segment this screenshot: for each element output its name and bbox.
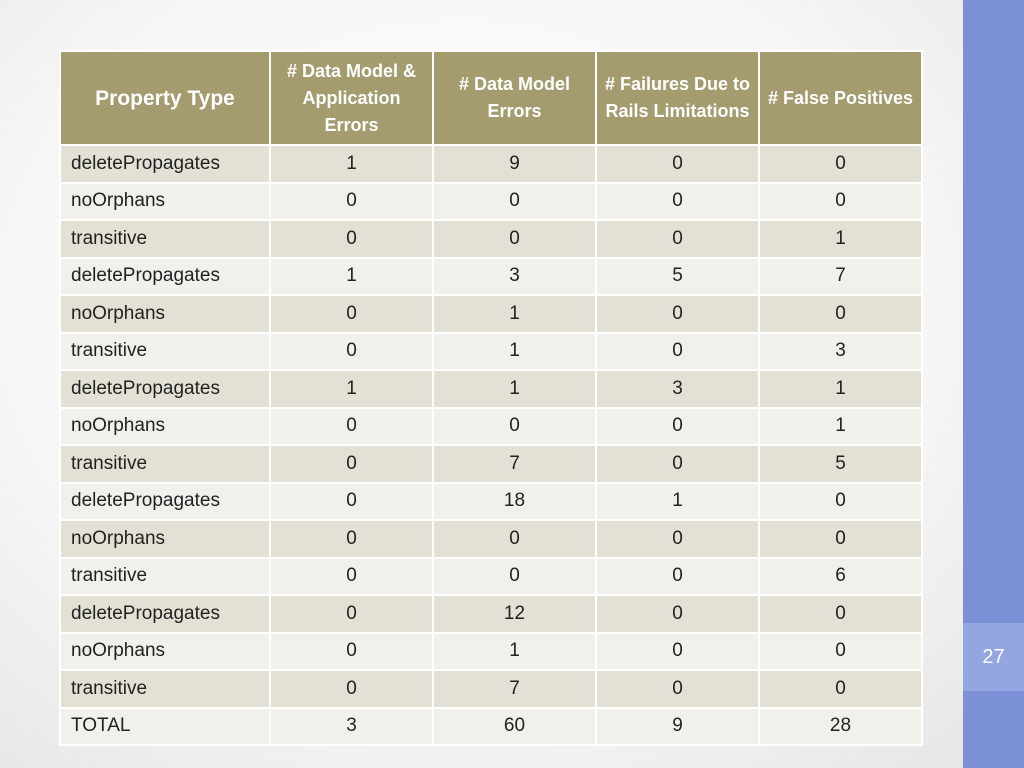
cell-property-type: deletePropagates [60, 595, 270, 633]
cell-value: 6 [759, 558, 922, 596]
cell-property-type: transitive [60, 445, 270, 483]
table-row [60, 408, 922, 446]
cell-value: 3 [759, 333, 922, 371]
cell-property-type: noOrphans [60, 633, 270, 671]
cell-value: 0 [596, 145, 759, 183]
cell-value: 3 [433, 258, 596, 296]
cell-value: 0 [433, 220, 596, 258]
cell-property-type: noOrphans [60, 520, 270, 558]
results-table [59, 50, 923, 746]
cell-value: 9 [433, 145, 596, 183]
cell-value: 0 [270, 483, 433, 521]
cell-value: 1 [759, 408, 922, 446]
table-row [60, 595, 922, 633]
header-false-positives: # False Positives [759, 51, 922, 145]
cell-value: 0 [270, 408, 433, 446]
header-row [60, 51, 922, 145]
table-body [60, 145, 922, 745]
cell-property-type: noOrphans [60, 408, 270, 446]
cell-value: 0 [759, 670, 922, 708]
results-table-container [59, 50, 922, 746]
table-row [60, 220, 922, 258]
cell-property-type: deletePropagates [60, 370, 270, 408]
table-row [60, 633, 922, 671]
cell-value: 1 [433, 295, 596, 333]
cell-total-value: 3 [270, 708, 433, 746]
cell-value: 1 [270, 258, 433, 296]
cell-value: 0 [759, 595, 922, 633]
cell-value: 18 [433, 483, 596, 521]
cell-value: 0 [433, 183, 596, 221]
cell-value: 0 [759, 295, 922, 333]
cell-value: 0 [270, 670, 433, 708]
table-row [60, 445, 922, 483]
cell-property-type: transitive [60, 333, 270, 371]
cell-total-value: 60 [433, 708, 596, 746]
cell-value: 7 [433, 670, 596, 708]
cell-value: 0 [270, 558, 433, 596]
page-number-box [963, 623, 1024, 691]
cell-value: 0 [270, 520, 433, 558]
cell-value: 0 [759, 520, 922, 558]
cell-value: 0 [270, 295, 433, 333]
cell-value: 0 [433, 520, 596, 558]
cell-value: 0 [270, 595, 433, 633]
header-property-type: Property Type [60, 51, 270, 145]
cell-value: 5 [596, 258, 759, 296]
cell-value: 1 [759, 220, 922, 258]
cell-value: 0 [759, 633, 922, 671]
cell-value: 0 [596, 408, 759, 446]
cell-value: 1 [270, 370, 433, 408]
cell-property-type: transitive [60, 220, 270, 258]
header-data-model-app-errors: # Data Model & Application Errors [270, 51, 433, 145]
page-number: 27 [982, 645, 1005, 668]
total-row [60, 708, 922, 746]
header-data-model-errors: # Data Model Errors [433, 51, 596, 145]
cell-total-value: 9 [596, 708, 759, 746]
cell-value: 0 [596, 633, 759, 671]
table-row [60, 670, 922, 708]
cell-property-type: transitive [60, 558, 270, 596]
cell-value: 0 [759, 183, 922, 221]
header-rails-failures: # Failures Due to Rails Limitations [596, 51, 759, 145]
cell-value: 0 [596, 295, 759, 333]
cell-value: 0 [596, 595, 759, 633]
cell-value: 7 [433, 445, 596, 483]
cell-value: 1 [433, 370, 596, 408]
cell-value: 0 [596, 558, 759, 596]
cell-value: 1 [433, 633, 596, 671]
cell-value: 0 [270, 183, 433, 221]
cell-value: 5 [759, 445, 922, 483]
cell-property-type: noOrphans [60, 183, 270, 221]
cell-property-type: deletePropagates [60, 145, 270, 183]
table-row [60, 370, 922, 408]
table-row [60, 258, 922, 296]
cell-value: 0 [270, 445, 433, 483]
cell-value: 3 [596, 370, 759, 408]
table-row [60, 520, 922, 558]
cell-value: 7 [759, 258, 922, 296]
cell-value: 0 [270, 220, 433, 258]
cell-value: 0 [270, 633, 433, 671]
cell-value: 0 [596, 333, 759, 371]
cell-property-type: deletePropagates [60, 483, 270, 521]
table-row [60, 145, 922, 183]
table-row [60, 483, 922, 521]
cell-value: 0 [759, 145, 922, 183]
cell-value: 0 [596, 445, 759, 483]
table-row [60, 333, 922, 371]
table-row [60, 295, 922, 333]
cell-property-type: noOrphans [60, 295, 270, 333]
cell-value: 0 [596, 670, 759, 708]
cell-value: 1 [270, 145, 433, 183]
cell-value: 0 [596, 183, 759, 221]
cell-property-type: deletePropagates [60, 258, 270, 296]
cell-value: 0 [433, 408, 596, 446]
cell-value: 1 [596, 483, 759, 521]
cell-value: 1 [433, 333, 596, 371]
cell-value: 0 [759, 483, 922, 521]
table-row [60, 183, 922, 221]
cell-total-value: 28 [759, 708, 922, 746]
cell-value: 1 [759, 370, 922, 408]
cell-value: 0 [270, 333, 433, 371]
cell-value: 0 [596, 220, 759, 258]
cell-value: 12 [433, 595, 596, 633]
cell-value: 0 [596, 520, 759, 558]
table-row [60, 558, 922, 596]
cell-property-type: transitive [60, 670, 270, 708]
cell-total-label: TOTAL [60, 708, 270, 746]
cell-value: 0 [433, 558, 596, 596]
